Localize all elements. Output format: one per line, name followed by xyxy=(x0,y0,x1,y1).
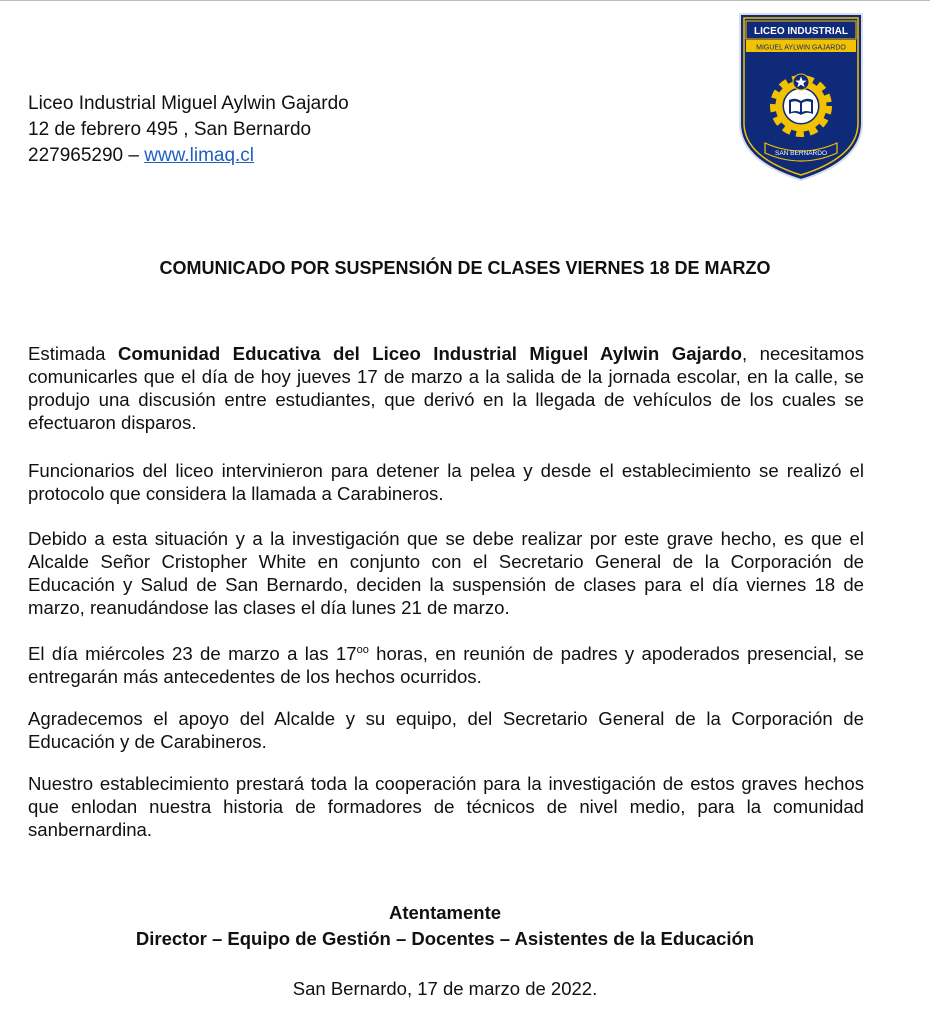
closing-signatories: Director – Equipo de Gestión – Docentes – Asistentes de la Educación xyxy=(135,928,755,949)
paragraph-5: Agradecemos el apoyo del Alcalde y su equipo, del Secretario General de la Corporación de Educación y de Carabineros. xyxy=(28,708,864,752)
closing-salutation: Atentamente xyxy=(388,902,502,923)
crest-bottom-text: SAN BERNARDO xyxy=(774,150,828,157)
paragraph-4-rest: horas, en reunión de padres y apoderados presencial, se entregarán más antecedentes de los hechos ocurridos. xyxy=(28,643,864,688)
paragraph-1 xyxy=(28,342,864,434)
website-link[interactable]: www.limaq.cl xyxy=(144,145,255,166)
closing-block xyxy=(0,900,890,952)
school-address: 12 de febrero 495 , San Bernardo xyxy=(28,119,312,140)
book-icon xyxy=(789,99,813,115)
paragraph-3: Debido a esta situación y a la investigación que se debe realizar por este grave hecho, es que el Alcalde Señor Cristopher White en conjunto con el Secretario General de la Corporación de Educación y Salud de San Bernardo, deciden la suspensión de clases para el día viernes 18 de marzo, reanudándose las clases el día lunes 21 de marzo. xyxy=(28,528,864,618)
paragraph-1-bold: Comunidad Educativa del Liceo Industrial Miguel Aylwin Gajardo xyxy=(117,343,742,364)
place-date: San Bernardo, 17 de marzo de 2022. xyxy=(292,978,598,999)
top-border xyxy=(0,0,930,1)
paragraph-1-rest: , necesitamos comunicarles que el día de hoy jueves 17 de marzo a la salida de la jornada escolar, en la calle, se produjo una discusión entre estudiantes, que derivó en la llegada de vehículos de los cuales se efectuaron disparos. xyxy=(28,343,864,433)
paragraph-2: Funcionarios del liceo intervinieron para detener la pelea y desde el establecimiento se realizó el protocolo que considera la llamada a Carabineros. xyxy=(28,460,864,504)
paragraph-6: Nuestro establecimiento prestará toda la cooperación para la investigación de estos graves hechos que enlodan nuestra historia de formadores de técnicos de nivel medio, para la comunidad sanbernardina. xyxy=(28,773,864,840)
paragraph-4-lead: El día miércoles 23 de marzo a las 17 xyxy=(28,643,357,665)
page-title: COMUNICADO POR SUSPENSIÓN DE CLASES VIERNES 18 DE MARZO xyxy=(159,258,771,278)
paragraph-4-superscript: oo xyxy=(356,644,369,656)
paragraph-4 xyxy=(28,639,864,688)
crest-top-text: LICEO INDUSTRIAL xyxy=(754,26,848,37)
school-crest-logo xyxy=(737,11,865,183)
paragraph-1-lead: Estimada xyxy=(28,343,118,364)
school-name: Liceo Industrial Miguel Aylwin Gajardo xyxy=(28,93,349,114)
phone-number: 227965290 – xyxy=(28,145,139,166)
contact-line xyxy=(28,143,349,169)
star-icon xyxy=(793,74,809,90)
letterhead xyxy=(28,91,349,169)
crest-sub-text: MIGUEL AYLWIN GAJARDO xyxy=(756,44,846,52)
